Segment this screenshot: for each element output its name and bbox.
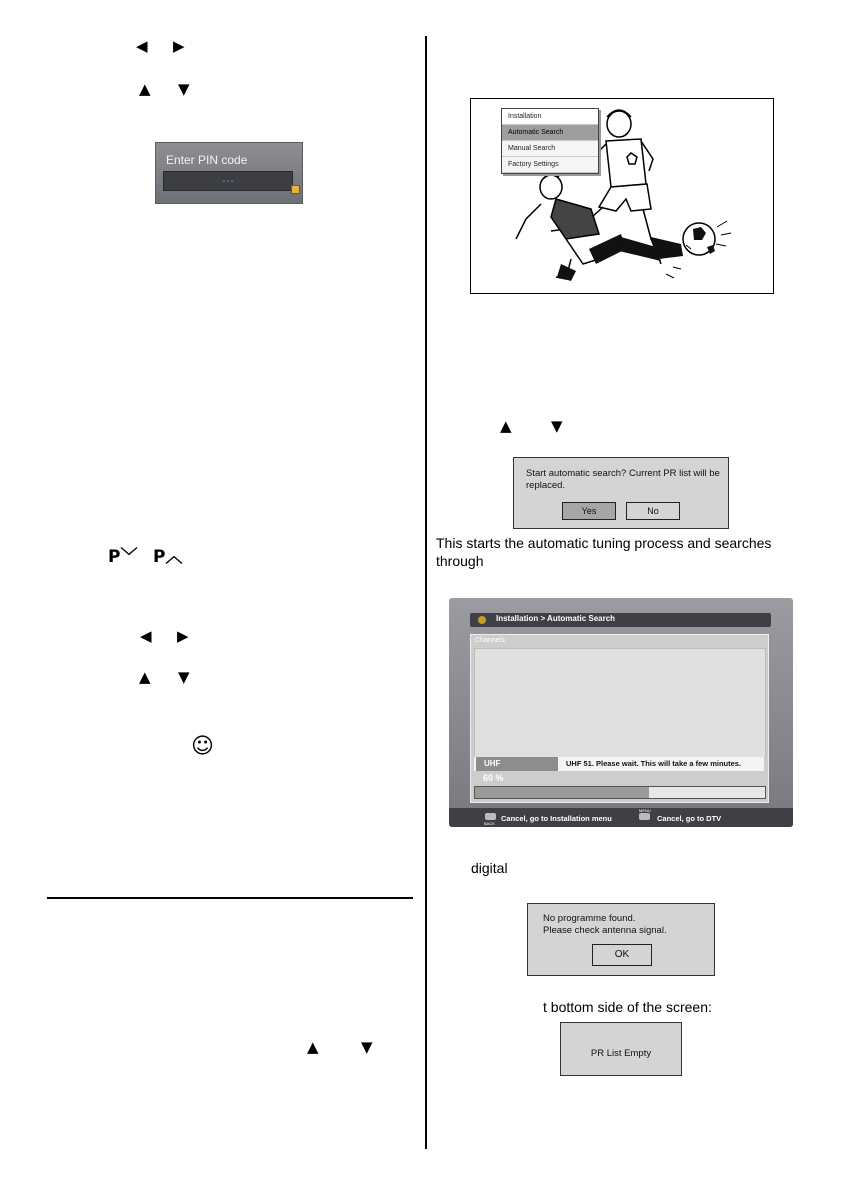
progress-fill xyxy=(475,787,649,798)
column-divider xyxy=(425,36,427,1149)
down-arrow-icon: ▼ xyxy=(551,417,563,435)
up-arrow-icon: ▲ xyxy=(139,80,151,98)
back-key-icon xyxy=(485,813,496,820)
channels-label: Channels: xyxy=(475,637,507,644)
footer-bar xyxy=(449,808,793,827)
cursor-icon xyxy=(291,185,300,194)
menu-key-label: MENU xyxy=(639,808,651,813)
cancel-dtv-hint: Cancel, go to DTV xyxy=(657,814,722,823)
no-button[interactable]: No xyxy=(626,502,680,520)
cancel-installation-hint: Cancel, go to Installation menu xyxy=(501,814,612,823)
paragraph-text: through xyxy=(436,553,484,569)
pin-code-title: Enter PIN code xyxy=(166,153,248,167)
pr-list-empty-message: PR List Empty xyxy=(590,1048,652,1059)
down-arrow-icon: ▼ xyxy=(178,668,190,686)
down-arrow-icon: ▼ xyxy=(178,80,190,98)
back-key-label: BACK xyxy=(484,821,495,826)
menu-key-icon xyxy=(639,813,650,820)
right-arrow-icon: ▶ xyxy=(177,627,189,645)
paragraph-text: t bottom side of the screen: xyxy=(543,999,712,1015)
paragraph-text: This starts the automatic tuning process and searches xyxy=(436,535,772,551)
progress-percent: 60 % xyxy=(483,773,504,783)
logo-icon xyxy=(478,616,486,624)
no-programme-line1: No programme found. xyxy=(543,913,636,924)
yes-button[interactable]: Yes xyxy=(562,502,616,520)
up-arrow-icon: ▲ xyxy=(139,668,151,686)
p-up-key-icon: P︿ xyxy=(153,547,183,567)
section-rule xyxy=(47,897,413,899)
confirm-search-dialog xyxy=(513,457,729,529)
installation-menu-title: Installation xyxy=(502,109,598,125)
pin-code-dialog xyxy=(155,142,303,204)
no-programme-dialog xyxy=(527,903,715,976)
left-arrow-icon: ◀ xyxy=(136,37,148,55)
no-programme-line2: Please check antenna signal. xyxy=(543,924,667,936)
search-status: UHF 51. Please wait. This will take a few minutes. xyxy=(566,759,742,768)
paragraph-text: digital xyxy=(471,860,508,876)
band-label: UHF xyxy=(476,757,558,771)
no-programme-message xyxy=(543,913,667,936)
pin-code-input[interactable] xyxy=(163,171,293,191)
channel-list[interactable] xyxy=(474,648,766,758)
automatic-search-screen xyxy=(449,598,793,827)
ok-button[interactable]: OK xyxy=(592,944,652,966)
progress-bar xyxy=(474,786,766,799)
down-arrow-icon: ▼ xyxy=(361,1038,373,1056)
up-arrow-icon: ▲ xyxy=(307,1038,319,1056)
installation-menu-illustration xyxy=(470,98,774,294)
up-arrow-icon: ▲ xyxy=(500,417,512,435)
left-arrow-icon: ◀ xyxy=(140,627,152,645)
breadcrumb: Installation > Automatic Search xyxy=(496,614,616,623)
menu-item-manual-search[interactable]: Manual Search xyxy=(502,141,598,157)
pr-list-empty-dialog xyxy=(560,1022,682,1076)
search-panel xyxy=(470,634,769,803)
installation-menu xyxy=(501,108,599,174)
title-bar xyxy=(470,613,771,627)
smiley-icon: ☺ xyxy=(191,734,214,759)
confirm-search-message: Start automatic search? Current PR list will be replaced. xyxy=(526,468,720,491)
pin-code-placeholder: --- xyxy=(222,176,235,187)
band-status-row xyxy=(474,757,764,771)
menu-item-factory-settings[interactable]: Factory Settings xyxy=(502,157,598,173)
right-arrow-icon: ▶ xyxy=(173,37,185,55)
menu-item-automatic-search[interactable]: Automatic Search xyxy=(502,125,598,141)
p-down-key-icon: P﹀ xyxy=(108,547,138,567)
